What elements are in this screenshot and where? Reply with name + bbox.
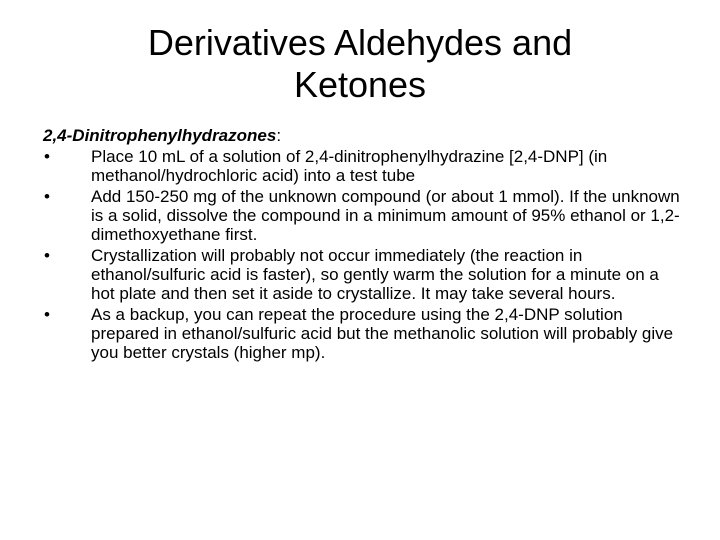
section-heading-colon: : xyxy=(276,126,282,145)
section-heading-text: 2,4-Dinitrophenylhydrazones xyxy=(43,126,277,145)
bullet-text: Crystallization will probably not occur immediately (the reaction in ethanol/sulfuric acid is faster), so gently warm the solution for a minute on a hot plate and then set it aside to crystallize. It may take several hours. xyxy=(91,246,659,303)
bullet-icon: • xyxy=(44,246,50,265)
slide-body xyxy=(43,126,683,364)
title-line-1: Derivatives Aldehydes and xyxy=(147,22,573,63)
bullet-item xyxy=(43,147,683,185)
bullet-item xyxy=(43,305,683,362)
bullet-icon: • xyxy=(44,187,50,206)
bullet-text: As a backup, you can repeat the procedure using the 2,4-DNP solution prepared in ethanol/sulfuric acid but the methanolic solution will probably give you better crystals (higher mp). xyxy=(91,305,674,362)
slide-title xyxy=(60,22,660,106)
bullet-item xyxy=(43,246,683,303)
title-line-2: Ketones xyxy=(293,64,427,105)
bullet-icon: • xyxy=(44,305,50,324)
bullet-icon: • xyxy=(44,147,50,166)
section-heading xyxy=(43,126,683,145)
bullet-list xyxy=(43,147,683,362)
bullet-item xyxy=(43,187,683,244)
bullet-text: Add 150-250 mg of the unknown compound (or about 1 mmol). If the unknown is a solid, dissolve the compound in a minimum amount of 95% ethanol or 1,2-dimethoxyethane first. xyxy=(91,187,680,244)
bullet-text: Place 10 mL of a solution of 2,4-dinitrophenylhydrazine [2,4-DNP] (in methanol/hydrochloric acid) into a test tube xyxy=(91,147,608,185)
